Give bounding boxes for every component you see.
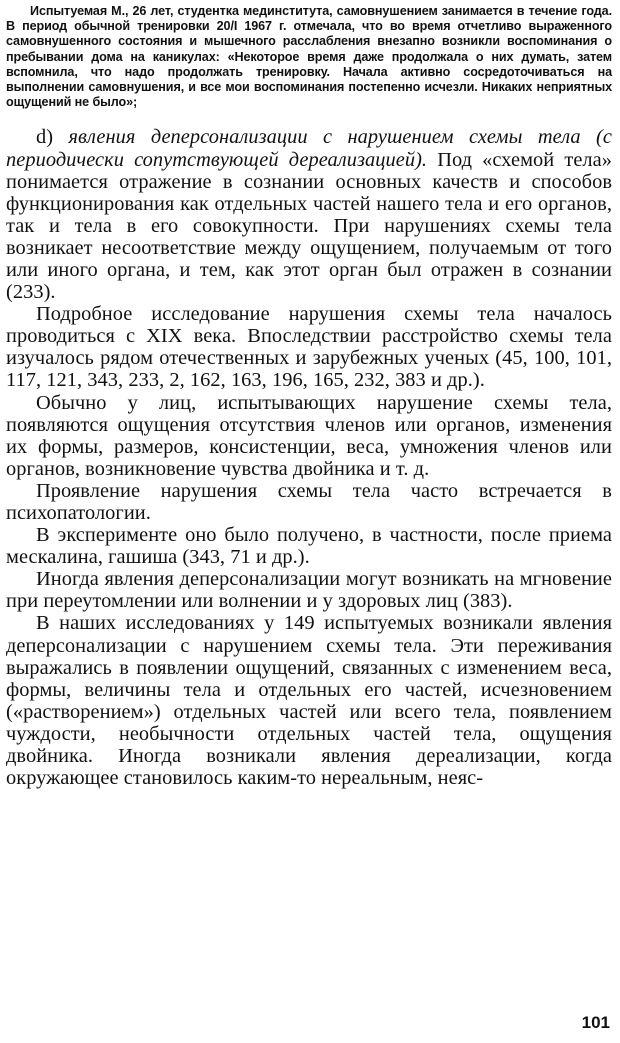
case-quote: Испытуемая М., 26 лет, студентка мединститута, самовнушением занимается в течение года. В период обычной тренировки 20/I 1967 г. отмечала, что во время отчетливо выраженного самовнушенного состояния и мышечного расслабления внезапно возникли воспоминания о пребывании дома на каникулах: «Некоторое время даже продолжала о них думать, затем вспомнила, что надо продолжать тренировку. Начала активно сосредоточиваться на выполнении самовнушения, и все мои воспоминания постепенно исчезли. Никаких неприятных ощущений не было»; (6, 4, 612, 110)
body-paragraph: В наших исследованиях у 149 испытуемых возникали явления деперсонализации с нарушением схемы тела. Эти переживания выражались в появлении ощущений, связанных с изменением веса, формы, величины тела и отдельных его частей, исчезновением («растворением») отдельных частей или всего тела, появлением чуждости, необычности отдельных частей тела, ощущения двойника. Иногда возникали явления дереализации, когда окружающее становилось каким-то нереальным, неяс- (6, 612, 612, 790)
section-paragraph (6, 126, 612, 303)
section-body: Под «схемой тела» понимается отражение в сознании основных качеств и способов функционирования как отдельных частей нашего тела и его органов, так и тела в его совокупности. При нарушениях схемы тела возникает несоответствие между ощущением, получаемым от того или иного органа, и тем, как этот орган был отражен в сознании (233). (6, 148, 612, 304)
body-paragraph: Иногда явления деперсонализации могут возникать на мгновение при переутомлении или волнении и у здоровых лиц (383). (6, 568, 612, 613)
body-paragraph: Обычно у лиц, испытывающих нарушение схемы тела, появляются ощущения отсутствия членов или органов, изменения их формы, размеров, консистенции, веса, умножения членов или органов, возникновение чувства двойника и т. д. (6, 391, 612, 480)
page-number: 101 (581, 1013, 610, 1032)
body-paragraph: Проявление нарушения схемы тела часто встречается в психопатологии. (6, 479, 612, 525)
body-paragraph: Подробное исследование нарушения схемы тела началось проводиться с XIX века. Впоследствии расстройство схемы тела изучалось рядом отечественных и зарубежных ученых (45, 100, 101, 117, 121, 343, 233, 2, 162, 163, 196, 165, 232, 383 и др.). (6, 303, 612, 392)
section-heading: явления деперсонализации с нарушением схемы тела (с периодически сопутствующей дереализацией). (6, 126, 613, 171)
body-paragraph: В эксперименте оно было получено, в частности, после приема мескалина, гашиша (343, 71 и др.). (6, 524, 612, 569)
section-marker: d) (36, 126, 54, 149)
